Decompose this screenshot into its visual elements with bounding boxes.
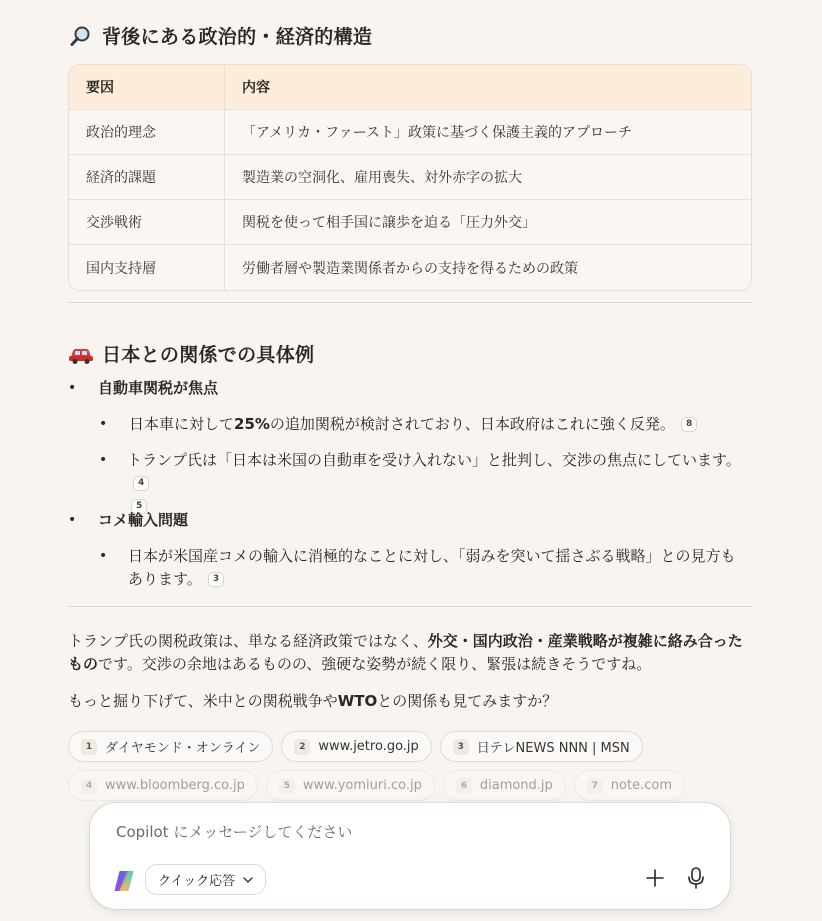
- bullet: •: [99, 452, 108, 468]
- source-chip[interactable]: 3 日テレNEWS NNN | MSN: [440, 731, 643, 762]
- section-title: 日本との関係での具体例: [102, 344, 315, 366]
- bullet: •: [99, 548, 108, 564]
- bullet: •: [68, 380, 77, 396]
- voice-input-button[interactable]: [682, 866, 710, 894]
- chevron-down-icon: [243, 872, 253, 887]
- list-item-text: 日本車に対して25%の追加関税が検討されており、日本政府はこれに強く反発。 8: [129, 413, 749, 436]
- plus-icon: [646, 869, 664, 891]
- list-item-label: コメ輸入問題: [98, 511, 189, 529]
- table-row: [69, 200, 751, 245]
- source-chip[interactable]: 2 www.jetro.go.jp: [281, 731, 431, 762]
- response-mode-dropdown[interactable]: [145, 864, 266, 895]
- copilot-logo-icon: [112, 869, 136, 893]
- section-title: 背後にある政治的・経済的構造: [102, 26, 373, 48]
- table-cell-content: 関税を使って相手国に譲歩を迫る「圧力外交」: [225, 200, 751, 245]
- message-input[interactable]: [116, 823, 676, 841]
- column-header: 要因: [69, 65, 225, 110]
- magnifier-icon: [68, 24, 94, 48]
- source-chip[interactable]: 7 note.com: [574, 770, 685, 801]
- table-row: [69, 110, 751, 155]
- source-chips-row: [68, 731, 768, 762]
- add-attachment-button[interactable]: [641, 866, 669, 894]
- divider: [68, 606, 752, 607]
- citation-badge[interactable]: 8: [681, 417, 697, 432]
- list-item-text: トランプ氏は「日本は米国の自動車を受け入れない」と批判し、交渉の焦点にしています。4 5: [127, 449, 747, 518]
- citation-badge[interactable]: 5: [131, 499, 147, 514]
- citation-badge[interactable]: 3: [208, 572, 224, 587]
- table-header-row: [69, 65, 751, 110]
- table-cell-factor: 国内支持層: [69, 245, 225, 290]
- table-cell-factor: 経済的課題: [69, 155, 225, 200]
- response-mode-label: クイック応答: [158, 874, 236, 889]
- message-composer: [90, 803, 730, 909]
- source-chip[interactable]: 6 diamond.jp: [443, 770, 566, 801]
- table-cell-content: 製造業の空洞化、雇用喪失、対外赤字の拡大: [225, 155, 751, 200]
- factors-table: [68, 64, 752, 291]
- column-header: 内容: [225, 65, 751, 110]
- car-icon: [68, 342, 94, 366]
- source-chip[interactable]: 1 ダイヤモンド・オンライン: [68, 731, 273, 762]
- source-chip[interactable]: 4 www.bloomberg.co.jp: [68, 770, 258, 801]
- section-heading-japan: [68, 340, 314, 367]
- source-chip[interactable]: 5 www.yomiuri.co.jp: [266, 770, 435, 801]
- divider: [68, 302, 752, 303]
- citation-badge[interactable]: 4: [133, 476, 149, 491]
- summary-paragraph: トランプ氏の関税政策は、単なる経済政策ではなく、外交・国内政治・産業戦略が複雑に絡み合ったものです。交渉の余地はあるものの、強硬な姿勢が続く限り、緊張は続きそうですね。: [68, 632, 743, 673]
- bullet: •: [68, 512, 77, 528]
- table-cell-content: 労働者層や製造業関係者からの支持を得るための政策: [225, 245, 751, 290]
- table-row: [69, 155, 751, 200]
- table-cell-factor: 交渉戦術: [69, 200, 225, 245]
- table-cell-content: 「アメリカ・ファースト」政策に基づく保護主義的アプローチ: [225, 110, 751, 155]
- table-row: [69, 245, 751, 290]
- bullet: •: [99, 416, 108, 432]
- microphone-icon: [687, 867, 705, 893]
- list-item-label: 自動車関税が焦点: [98, 379, 219, 397]
- section-heading-analysis: [68, 22, 372, 49]
- source-chips-row: [68, 770, 768, 801]
- list-item-text: 日本が米国産コメの輸入に消極的なことに対し、「弱みを突いて揺さぶる戦略」との見方もあります。 3: [128, 547, 736, 588]
- followup-question: もっと掘り下げて、米中との関税戦争やWTOとの関係も見てみますか？: [68, 692, 558, 710]
- table-cell-factor: 政治的理念: [69, 110, 225, 155]
